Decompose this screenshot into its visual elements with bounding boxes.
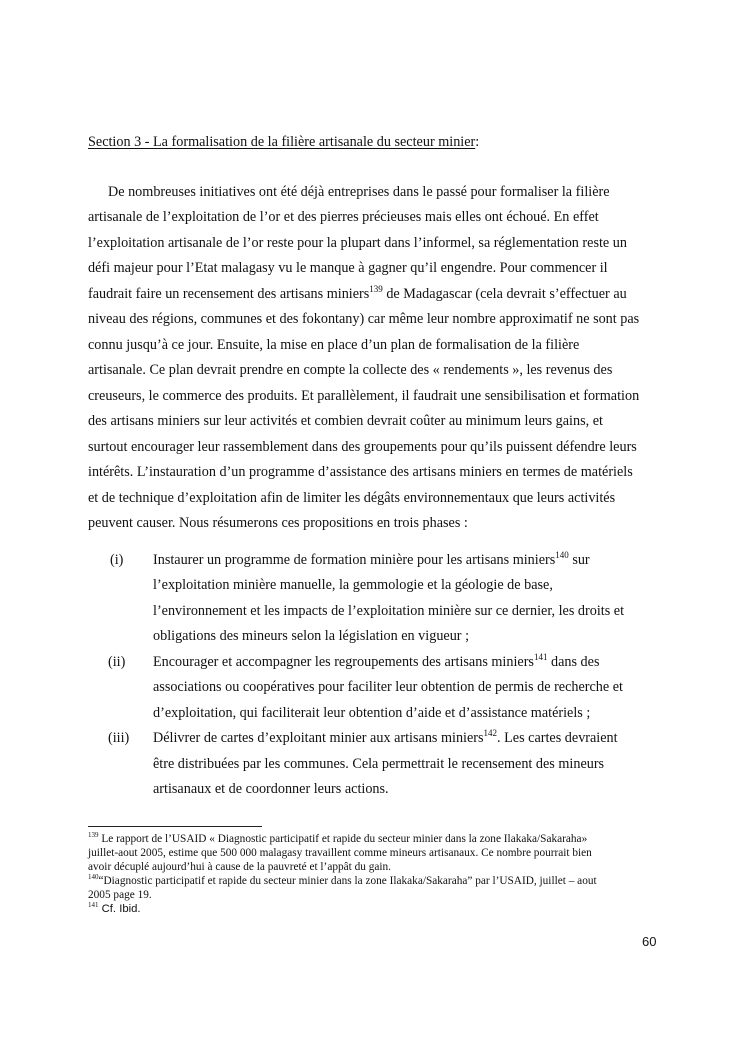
footnote-140 — [88, 874, 597, 888]
footnote-line: juillet-aout 2005, estime que 500 000 malagasy travaillent comme mineurs artisanaux. Ce nombre pourrait bien — [88, 847, 592, 859]
list-item-line: l’environnement et les impacts de l’exploitation minière sur ce dernier, les droits et — [153, 603, 625, 619]
footnote-141 — [88, 902, 141, 916]
section-heading-colon: : — [475, 134, 480, 150]
footnote-mark: 139 — [88, 831, 99, 839]
footnote-divider — [88, 826, 262, 827]
paragraph-line: des artisans miniers sur leur activités et combien devrait coûter au minimum leurs gains, et — [88, 413, 603, 429]
paragraph-line: surtout encourager leur rassemblement dans des groupements pour qu’ils puissent défendre leurs — [88, 439, 637, 455]
section-heading — [88, 133, 479, 151]
paragraph-line: l’exploitation artisanale de l’or reste pour la plupart dans l’informel, sa réglementation reste un — [88, 235, 627, 251]
list-item-text: Instaurer un programme de formation minière pour les artisans miniers — [153, 552, 556, 568]
paragraph-line: défi majeur pour l’Etat malagasy vu le manque à gagner qu’il engendre. Pour commencer il — [88, 260, 608, 276]
paragraph-line: creuseurs, le commerce des produits. Et parallèlement, il faudrait une sensibilisation et formation — [88, 388, 640, 404]
list-item-line: obligations des mineurs selon la législation en vigueur ; — [153, 628, 470, 644]
paragraph-line: De nombreuses initiatives ont été déjà entreprises dans le passé pour formaliser la filière — [108, 184, 610, 200]
paragraph-line: peuvent causer. Nous résumerons ces propositions en trois phases : — [88, 515, 468, 531]
section-heading-text: Section 3 - La formalisation de la filière artisanale du secteur minier — [88, 134, 476, 150]
paragraph-line: et de technique d’exploitation afin de limiter les dégâts environnementaux que leurs activités — [88, 490, 616, 506]
footnote-text: Cf. Ibid. — [98, 903, 141, 915]
list-item-line — [153, 653, 599, 671]
list-item-line — [153, 551, 590, 569]
list-item-tail: . Les cartes devraient — [497, 730, 618, 746]
list-item-line — [153, 729, 618, 747]
footnote-line: 2005 page 19. — [88, 889, 152, 901]
list-item-text: Encourager et accompagner les regroupements des artisans miniers — [153, 654, 534, 670]
list-item-line: associations ou coopératives pour faciliter leur obtention de permis de recherche et — [153, 679, 623, 695]
footnote-text: Le rapport de l’USAID « Diagnostic participatif et rapide du secteur minier dans la zone Ilakaka/Sakaraha» — [98, 833, 588, 845]
list-item-line: l’exploitation minière manuelle, la gemmologie et la géologie de base, — [153, 577, 553, 593]
list-item-tail: sur — [568, 552, 590, 568]
list-item-line: artisanaux et de coordonner leurs actions. — [153, 781, 389, 797]
list-item-line: d’exploitation, qui faciliterait leur obtention d’aide et d’assistance matériels ; — [153, 705, 591, 721]
list-item-number: (iii) — [108, 730, 130, 746]
page-number: 60 — [642, 934, 657, 949]
paragraph-line — [88, 285, 627, 303]
paragraph-line: artisanale de l’exploitation de l’or et des pierres précieuses mais elles ont échoué. En effet — [88, 209, 599, 225]
list-item-number: (ii) — [108, 654, 126, 670]
paragraph-line: connu jusqu’à ce jour. Ensuite, la mise en place d’un plan de formalisation de la filière — [88, 337, 580, 353]
list-item-text: Délivrer de cartes d’exploitant minier aux artisans miniers — [153, 730, 484, 746]
paragraph-line-text: faudrait faire un recensement des artisans miniers — [88, 286, 370, 302]
list-item-line: être distribuées par les communes. Cela permettrait le recensement des mineurs — [153, 756, 605, 772]
footnote-line: avoir décuplé aujourd’hui à cause de la pauvreté et l’appât du gain. — [88, 861, 392, 873]
footnote-mark: 140 — [88, 873, 99, 881]
footnote-ref-142[interactable]: 142 — [483, 728, 498, 738]
footnote-ref-141[interactable]: 141 — [533, 652, 548, 662]
footnote-139 — [88, 832, 587, 846]
list-item-tail: dans des — [547, 654, 600, 670]
footnote-ref-140[interactable]: 140 — [555, 550, 569, 560]
paragraph-line: niveau des régions, communes et des fokontany) car même leur nombre approximatif ne sont pas — [88, 311, 640, 327]
footnote-text: “Diagnostic participatif et rapide du secteur minier dans la zone Ilakaka/Sakaraha” par l’USAID, juillet – aout — [98, 875, 597, 887]
footnote-mark: 141 — [88, 901, 99, 909]
paragraph-line: artisanale. Ce plan devrait prendre en compte la collecte des « rendements », les revenus des — [88, 362, 613, 378]
paragraph-line-tail: de Madagascar (cela devrait s’effectuer au — [382, 286, 627, 302]
footnote-ref-139[interactable]: 139 — [369, 284, 383, 294]
list-item-number: (i) — [110, 552, 124, 568]
paragraph-line: intérêts. L’instauration d’un programme d’assistance des artisans miniers en termes de matériels — [88, 464, 633, 480]
